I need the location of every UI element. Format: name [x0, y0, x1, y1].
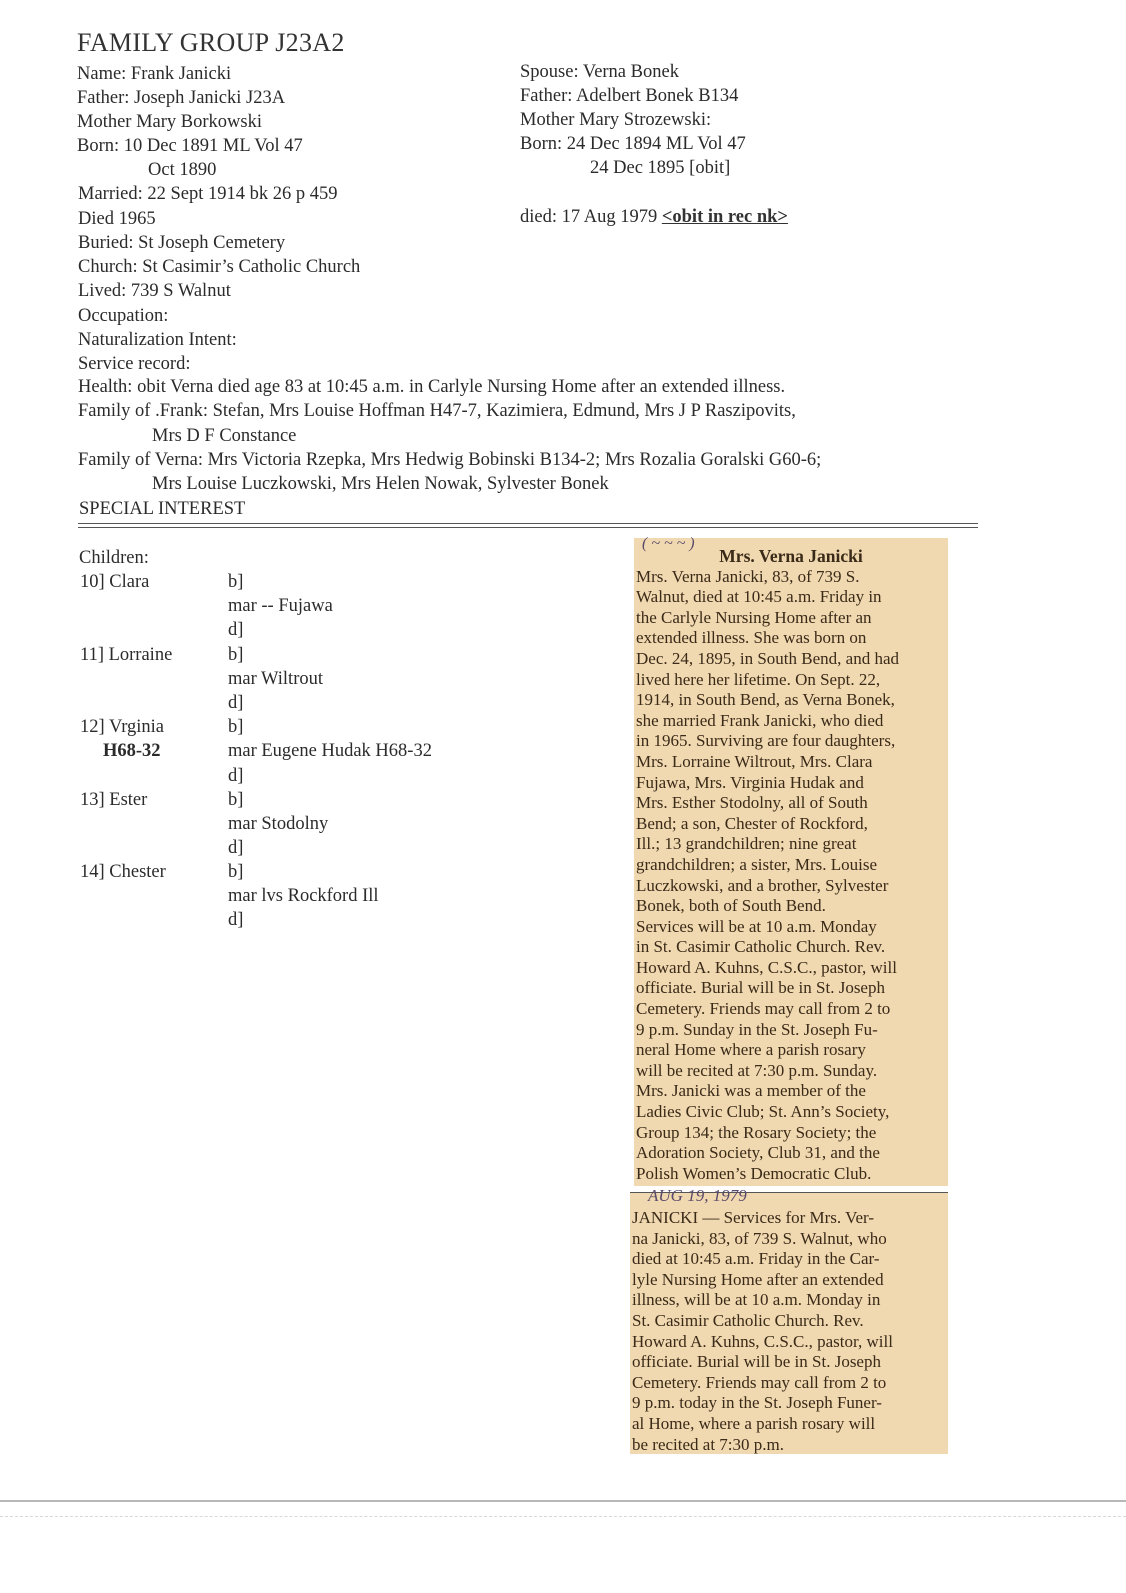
obituary-line: will be recited at 7:30 p.m. Sunday. [636, 1060, 878, 1080]
spouse-died-field [520, 205, 788, 229]
obituary-line: Mrs. Janicki was a member of the [636, 1081, 866, 1101]
occupation-field: Occupation: [78, 306, 169, 326]
obituary-line: the Carlyle Nursing Home after an [636, 607, 872, 627]
obituary-line: Group 134; the Rosary Society; the [636, 1122, 877, 1142]
page-edge-line [0, 1500, 1126, 1502]
funeral-notice-line: died at 10:45 a.m. Friday in the Car- [632, 1249, 880, 1269]
page-edge-line [0, 1516, 1126, 1517]
child-died: d] [228, 838, 244, 858]
obituary-line: Cemetery. Friends may call from 2 to [636, 999, 891, 1019]
spouse-born-field: Born: 24 Dec 1894 ML Vol 47 [520, 134, 746, 154]
special-interest-heading: SPECIAL INTEREST [79, 499, 246, 519]
child-born: b] [228, 862, 244, 882]
child-married: mar Wiltrout [228, 669, 323, 689]
child-born: b] [228, 717, 244, 737]
obituary-line: 1914, in South Bend, as Verna Bonek, [636, 690, 895, 710]
obituary-line: officiate. Burial will be in St. Joseph [636, 978, 885, 998]
children-heading: Children: [79, 548, 149, 568]
funeral-notice-line: St. Casimir Catholic Church. Rev. [632, 1310, 864, 1330]
spouse-field: Spouse: Verna Bonek [520, 62, 679, 82]
funeral-notice-line: illness, will be at 10 a.m. Monday in [632, 1290, 881, 1310]
died-field: Died 1965 [78, 209, 156, 229]
obituary-line: in 1965. Surviving are four daughters, [636, 731, 896, 751]
child-married: mar Stodolny [228, 814, 329, 834]
child-born: b] [228, 645, 244, 665]
naturalization-field: Naturalization Intent: [78, 330, 237, 350]
obit-link[interactable]: <obit in rec nk> [661, 207, 788, 227]
buried-field: Buried: St Joseph Cemetery [78, 233, 286, 253]
name-field: Name: Frank Janicki [77, 64, 232, 84]
obituary-line: Dec. 24, 1895, in South Bend, and had [636, 648, 899, 668]
spouse-died-text: died: 17 Aug 1979 [520, 207, 662, 227]
obituary-line: Walnut, died at 10:45 a.m. Friday in [636, 587, 882, 607]
obituary-line: Services will be at 10 a.m. Monday [636, 916, 877, 936]
obituary-line: in St. Casimir Catholic Church. Rev. [636, 937, 886, 957]
church-field: Church: St Casimir’s Catholic Church [78, 257, 361, 277]
child-born: b] [228, 572, 244, 592]
family-verna-line-2: Mrs Louise Luczkowski, Mrs Helen Nowak, Sylvester Bonek [152, 474, 609, 494]
obituary-line: Adoration Society, Club 31, and the [636, 1143, 880, 1163]
funeral-notice-line: al Home, where a parish rosary will [632, 1413, 876, 1433]
obituary-line: Polish Women’s Democratic Club. [636, 1163, 872, 1183]
funeral-notice-line: be recited at 7:30 p.m. [632, 1434, 785, 1454]
health-field: Health: obit Verna died age 83 at 10:45 a.m. in Carlyle Nursing Home after an extended illness. [78, 377, 786, 397]
obituary-line: she married Frank Janicki, who died [636, 710, 884, 730]
funeral-notice-body [630, 1192, 948, 1455]
lived-field: Lived: 739 S Walnut [78, 281, 231, 301]
obituary-line: Mrs. Lorraine Wiltrout, Mrs. Clara [636, 751, 873, 771]
child-name: 14] Chester [80, 862, 166, 882]
child-name: 13] Ester [80, 790, 148, 810]
handwritten-date: AUG 19, 1979 [648, 1186, 747, 1205]
funeral-notice-line: Howard A. Kuhns, C.S.C., pastor, will [632, 1331, 893, 1351]
child-born: b] [228, 790, 244, 810]
spouse-born-alt-field: 24 Dec 1895 [obit] [590, 158, 731, 178]
born-alt-field: Oct 1890 [148, 160, 217, 180]
funeral-notice-line: JANICKI — Services for Mrs. Ver- [632, 1208, 875, 1227]
father-field: Father: Joseph Janicki J23A [77, 88, 286, 108]
obituary-line: Luczkowski, and a brother, Sylvester [636, 875, 889, 895]
obituary-line: extended illness. She was born on [636, 628, 867, 648]
child-died: d] [228, 620, 244, 640]
child-died: d] [228, 910, 244, 930]
mother-field: Mother Mary Borkowski [77, 112, 262, 132]
funeral-notice-line: officiate. Burial will be in St. Joseph [632, 1352, 881, 1372]
obituary-line: grandchildren; a sister, Mrs. Louise [636, 854, 878, 874]
child-name: 12] Vrginia [80, 717, 165, 737]
obituary-body [634, 567, 948, 1185]
funeral-notice-line: lyle Nursing Home after an extended [632, 1269, 884, 1289]
spouse-mother-field: Mother Mary Strozewski: [520, 110, 712, 130]
child-name: 10] Clara [80, 572, 150, 592]
handwritten-date: ( ~ ~ ~ ) [642, 535, 695, 552]
page-title: FAMILY GROUP J23A2 [77, 28, 345, 57]
obituary-clipping [634, 535, 948, 1186]
family-frank-line-2: Mrs D F Constance [152, 426, 297, 446]
child-married: mar -- Fujawa [228, 596, 333, 616]
obituary-line: Mrs. Esther Stodolny, all of South [636, 793, 868, 813]
spouse-father-field: Father: Adelbert Bonek B134 [520, 86, 739, 106]
funeral-notice-clipping [630, 1186, 948, 1454]
child-note: H68-32 [103, 741, 161, 761]
funeral-notice-line: 9 p.m. today in the St. Joseph Funer- [632, 1393, 882, 1413]
obituary-line: Fujawa, Mrs. Virginia Hudak and [636, 772, 864, 792]
divider-bottom [78, 527, 978, 528]
obituary-line: neral Home where a parish rosary [636, 1040, 866, 1060]
obituary-line: Howard A. Kuhns, C.S.C., pastor, will [636, 957, 897, 977]
funeral-notice-line: na Janicki, 83, of 739 S. Walnut, who [632, 1228, 887, 1248]
obituary-line: Ill.; 13 grandchildren; nine great [636, 834, 857, 854]
born-field: Born: 10 Dec 1891 ML Vol 47 [77, 136, 303, 156]
obituary-line: lived here her lifetime. On Sept. 22, [636, 669, 881, 689]
obituary-line: Bonek, both of South Bend. [636, 896, 826, 916]
obituary-line: 9 p.m. Sunday in the St. Joseph Fu- [636, 1019, 878, 1039]
obituary-title: Mrs. Verna Janicki [719, 546, 863, 566]
family-frank-line-1: Family of .Frank: Stefan, Mrs Louise Hoffman H47-7, Kazimiera, Edmund, Mrs J P Raszipovits, [78, 401, 796, 421]
obituary-line: Ladies Civic Club; St. Ann’s Society, [636, 1102, 890, 1122]
divider-top [78, 523, 978, 524]
married-field: Married: 22 Sept 1914 bk 26 p 459 [78, 184, 338, 204]
child-married: mar Eugene Hudak H68-32 [228, 741, 432, 761]
child-married: mar lvs Rockford Ill [228, 886, 379, 906]
child-died: d] [228, 766, 244, 786]
obituary-line: Mrs. Verna Janicki, 83, of 739 S. [636, 566, 860, 586]
obituary-line: Bend; a son, Chester of Rockford, [636, 813, 868, 833]
funeral-notice-line: Cemetery. Friends may call from 2 to [632, 1372, 887, 1392]
child-died: d] [228, 693, 244, 713]
child-name: 11] Lorraine [80, 645, 173, 665]
service-record-field: Service record: [78, 354, 191, 374]
family-verna-line-1: Family of Verna: Mrs Victoria Rzepka, Mrs Hedwig Bobinski B134-2; Mrs Rozalia Goralski G60-6; [78, 450, 822, 470]
